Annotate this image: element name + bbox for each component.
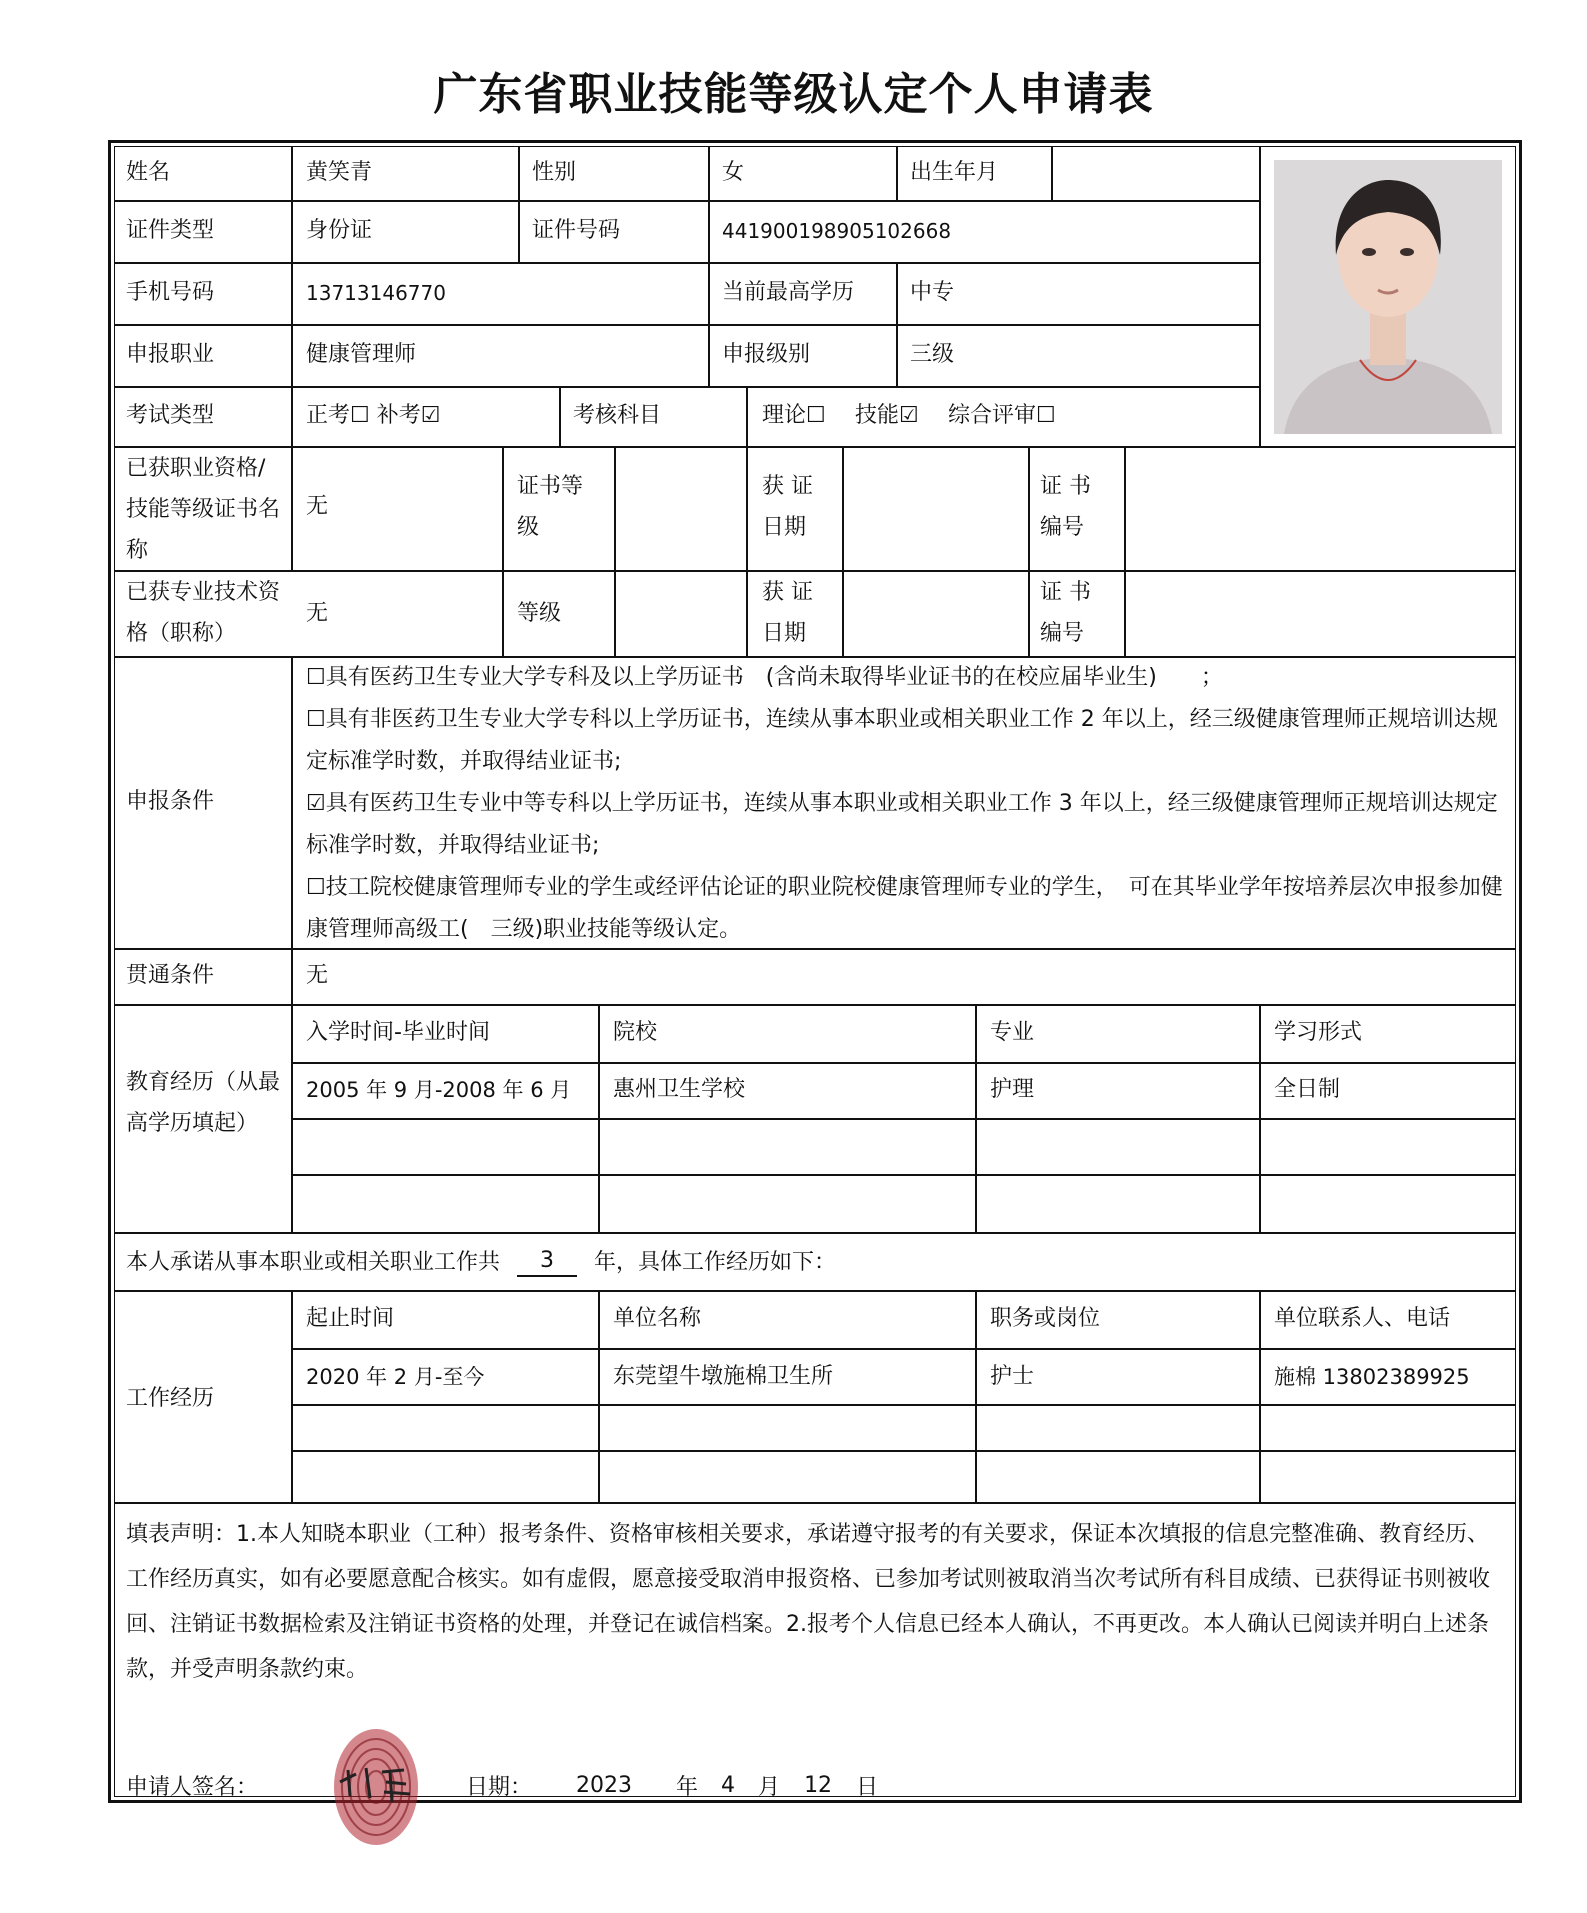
exam-subject-label: 考核科目 <box>573 403 662 428</box>
edu-header-major: 专业 <box>990 1020 1035 1045</box>
work-header-contact: 单位联系人、电话 <box>1274 1306 1451 1331</box>
day-unit: 日 <box>856 1775 879 1800</box>
edu-row-1-mode[interactable]: 全日制 <box>1274 1077 1341 1102</box>
education-level-label: 当前最高学历 <box>722 280 855 305</box>
through-label: 贯通条件 <box>126 963 215 988</box>
level-value[interactable]: 三级 <box>910 342 955 367</box>
work-row-1-period[interactable]: 2020 年 2 月-至今 <box>306 1365 485 1389</box>
condition-item-1[interactable]: ☐具有医药卫生专业大学专科及以上学历证书 (含尚未取得毕业证书的在校应届毕业生) ； <box>306 665 1223 690</box>
cert-number-label: 证 书编号 <box>1040 474 1091 540</box>
phone-label: 手机号码 <box>126 280 215 305</box>
education-level-value[interactable]: 中专 <box>910 280 955 305</box>
work-row-1-contact[interactable]: 施棉 13802389925 <box>1274 1365 1470 1389</box>
form-title: 广东省职业技能等级认定个人申请表 <box>433 69 1154 120</box>
exam-type-options[interactable]: 正考☐ 补考☑ <box>306 403 441 428</box>
work-row-1-position[interactable]: 护士 <box>990 1364 1035 1389</box>
condition-item-3[interactable]: ☑具有医药卫生专业中等专科以上学历证书，连续从事本职业或相关职业工作 3 年以上，经三级健康管理师正规培训达规定标准学时数，并取得结业证书; <box>306 791 1498 858</box>
year-unit: 年 <box>676 1775 699 1800</box>
exam-type-label: 考试类型 <box>126 403 215 428</box>
education-label: 教育经历（从最高学历填起） <box>126 1070 281 1136</box>
signature-row <box>126 1772 878 1802</box>
work-years-commitment <box>126 1247 836 1277</box>
gender-value[interactable]: 女 <box>722 160 745 185</box>
edu-row-1-major[interactable]: 护理 <box>990 1077 1035 1102</box>
work-label: 工作经历 <box>126 1386 215 1411</box>
portrait-image <box>1274 160 1502 434</box>
professional-title-label: 已获专业技术资格（职称） <box>126 580 281 646</box>
fingerprint-signature <box>326 1722 426 1852</box>
month-unit: 月 <box>758 1775 781 1800</box>
work-header-period: 起止时间 <box>306 1306 395 1331</box>
date-label: 日期： <box>466 1775 533 1800</box>
birth-label: 出生年月 <box>910 160 999 185</box>
name-label: 姓名 <box>126 160 171 185</box>
cert-level-label: 证书等级 <box>517 474 584 540</box>
edu-header-school: 院校 <box>613 1020 658 1045</box>
title-number-label: 证 书编号 <box>1040 580 1091 646</box>
commitment-suffix: 年，具体工作经历如下： <box>594 1250 837 1275</box>
title-level-label: 等级 <box>517 601 562 626</box>
occupation-value[interactable]: 健康管理师 <box>306 342 417 367</box>
edu-header-mode: 学习形式 <box>1274 1020 1363 1045</box>
date-month-field[interactable]: 4 <box>705 1772 751 1802</box>
edu-header-period: 入学时间-毕业时间 <box>306 1020 490 1045</box>
conditions-label: 申报条件 <box>126 789 215 814</box>
subject-skill-checkbox[interactable]: 技能☑ <box>855 403 919 428</box>
id-number-value[interactable]: 441900198905102668 <box>722 219 952 243</box>
edu-row-1-period[interactable]: 2005 年 9 月-2008 年 6 月 <box>306 1078 572 1102</box>
through-value[interactable]: 无 <box>306 963 329 988</box>
obtained-cert-value[interactable]: 无 <box>306 494 329 519</box>
title-date-label: 获 证日期 <box>762 580 813 646</box>
professional-title-value[interactable]: 无 <box>306 601 329 626</box>
gender-label: 性别 <box>532 160 577 185</box>
work-row-1-employer[interactable]: 东莞望牛墩施棉卫生所 <box>613 1364 834 1389</box>
cert-date-label: 获 证日期 <box>762 474 813 540</box>
applicant-photo <box>1274 160 1502 434</box>
name-value[interactable]: 黄笑青 <box>306 160 373 185</box>
edu-row-1-school[interactable]: 惠州卫生学校 <box>613 1077 746 1102</box>
work-header-employer: 单位名称 <box>613 1306 702 1331</box>
work-years-value[interactable]: 3 <box>517 1247 577 1277</box>
occupation-label: 申报职业 <box>126 342 215 367</box>
subject-theory-checkbox[interactable]: 理论☐ <box>762 403 826 428</box>
declaration-text: 填表声明：1.本人知晓本职业（工种）报考条件、资格审核相关要求，承诺遵守报考的有关要求，保证本次填报的信息完整准确、教育经历、工作经历真实，如有必要愿意配合核实。如有虚假，愿意接受取消申报资格、已参加考试则被取消当次考试所有科目成绩、已获得证书则被收回、注销证书数据检索及注销证书资格的处理，并登记在诚信档案。2.报考个人信息已经本人确认，不再更改。本人确认已阅读并明白上述条款，并受声明条款约束。 <box>126 1522 1491 1682</box>
condition-item-2[interactable]: ☐具有非医药卫生专业大学专科以上学历证书，连续从事本职业或相关职业工作 2 年以上，经三级健康管理师正规培训达规定标准学时数，并取得结业证书; <box>306 707 1498 774</box>
phone-value[interactable]: 13713146770 <box>306 281 446 305</box>
date-year-field[interactable]: 2023 <box>539 1772 669 1802</box>
condition-item-4[interactable]: ☐技工院校健康管理师专业的学生或经评估论证的职业院校健康管理师专业的学生， 可在其毕业学年按培养层次申报参加健康管理师高级工( 三级)职业技能等级认定。 <box>306 875 1503 942</box>
commitment-prefix: 本人承诺从事本职业或相关职业工作共 <box>126 1250 501 1275</box>
date-day-field[interactable]: 12 <box>787 1772 849 1802</box>
subject-review-checkbox[interactable]: 综合评审☐ <box>948 403 1056 428</box>
level-label: 申报级别 <box>722 342 811 367</box>
id-type-value[interactable]: 身份证 <box>306 218 373 243</box>
id-number-label: 证件号码 <box>532 218 621 243</box>
signature-label: 申请人签名： <box>126 1775 259 1800</box>
work-header-position: 职务或岗位 <box>990 1306 1101 1331</box>
id-type-label: 证件类型 <box>126 218 215 243</box>
obtained-cert-label: 已获职业资格/技能等级证书名称 <box>126 456 281 563</box>
